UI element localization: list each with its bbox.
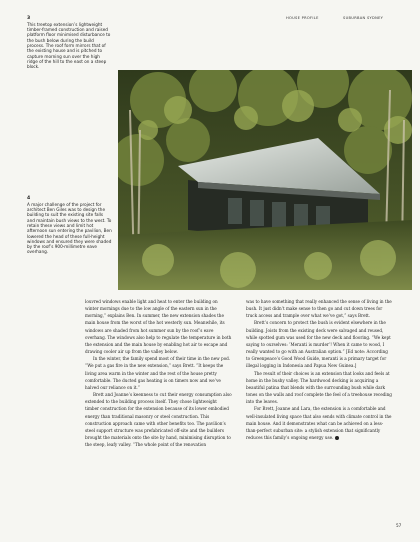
paragraph: Brett’s concern to protect the bush is evident elsewhere in the building. Joists from the existing deck were salvaged and reused, while spotted gum was used for the new deck and flooring. “We kept saying to ourselves: ‘Meranti is murder’! When it came to wood, I really wanted to go with an Australian option.” [Ed note: According to Greenpeace’s Good Wood Guide, meranti is a primary target for illegal logging in Indonesia and Papua New Guinea.] — [246, 320, 391, 369]
paragraph: In the winter, the family spend most of their time in the new pod. “We put a gas fire in the new extension,” says Brett. “It keeps the living area warm in the winter and the rest of the house pretty comfortable. The ducted gas heating is on timers now and we’ve halved our reliance on it.” — [85, 356, 231, 390]
end-of-article-icon — [335, 436, 339, 440]
caption-text: A major challenge of the project for architect Ben Giles was to design the building to suit the existing site falls and maintain bush views to the west. To retain these views and limit hot afternoon sun entering the pavilion, Ben lowered the head of these full-height windows and ensured they were shaded by the roof’s 900-millimetre eave overhang. — [27, 201, 112, 255]
caption-text: This treetop extension’s lightweight timber-framed construction and raised platform floor minimised disturbance to the bush below during the build process. The roof form mirrors that of the existing house and is pitched to capture morning sun over the high ridge of the hill to the east on a steep block. — [27, 21, 111, 70]
caption-number: 3 — [27, 16, 31, 21]
paragraph: louvred windows enable light and heat to enter the building on winter mornings due to the low angle of the eastern sun in the morning,” explains Ben. In summer, the new extension shades the main house from the worst of the hot westerly sun. Meanwhile, its windows are shaded from hot summer sun by the roof’s eave overhang. The windows also help to regulate the temperature in both the extension and the main house by enabling hot air to escape and drawing cooler air up from the valley below. — [85, 299, 232, 355]
paragraph: was to have something that really enhanced the sense of living in the bush. It just didn’t make sense to then go and cut down trees for truck access and trample over what we’ve got,” says Brett. — [246, 299, 392, 319]
article-column-1 — [85, 298, 232, 448]
paragraph-text: For Brett, Joanne and Lara, the extension is a comfortable and well-insulated living space that also sends with climate control in the main house. And it demonstrates what can be achieved on a less-than-perfect suburban site: a stylish extension that significantly reduces this family’s ongoing energy use. — [246, 406, 392, 440]
paragraph-last — [246, 405, 393, 441]
house-in-bush-photo — [118, 70, 412, 290]
article-column-2 — [246, 298, 393, 441]
page-number: 57 — [396, 523, 402, 528]
section-subtitle: SUBURBAN SYDNEY — [343, 16, 384, 20]
photo-caption-4 — [27, 196, 112, 255]
paragraph: The result of their choices is an extension that looks and feels at home in the bushy valley. The hardwood decking is acquiring a beautiful patina that blends with the surrounding bush while dark tones on the walls and roof complete the feel of a treehouse receding into the leaves. — [246, 370, 392, 405]
caption-number: 4 — [27, 196, 31, 201]
photo-caption-3 — [27, 16, 112, 69]
paragraph: Brett and Joanne’s keenness to cut their energy consumption also extended to the building process itself. They chose lightweight timber construction for the extension because of its lower embodied energy than traditional masonry or steel construction. This construction approach came with other benefits too. The pavilion’s steel support structure was prefabricated off-site and the builders brought the materials onto the site by hand, minimising disruption to the steep, leafy valley. “The whole point of the renovation — [85, 392, 232, 448]
section-header: HOUSE PROFILE — [286, 16, 319, 20]
